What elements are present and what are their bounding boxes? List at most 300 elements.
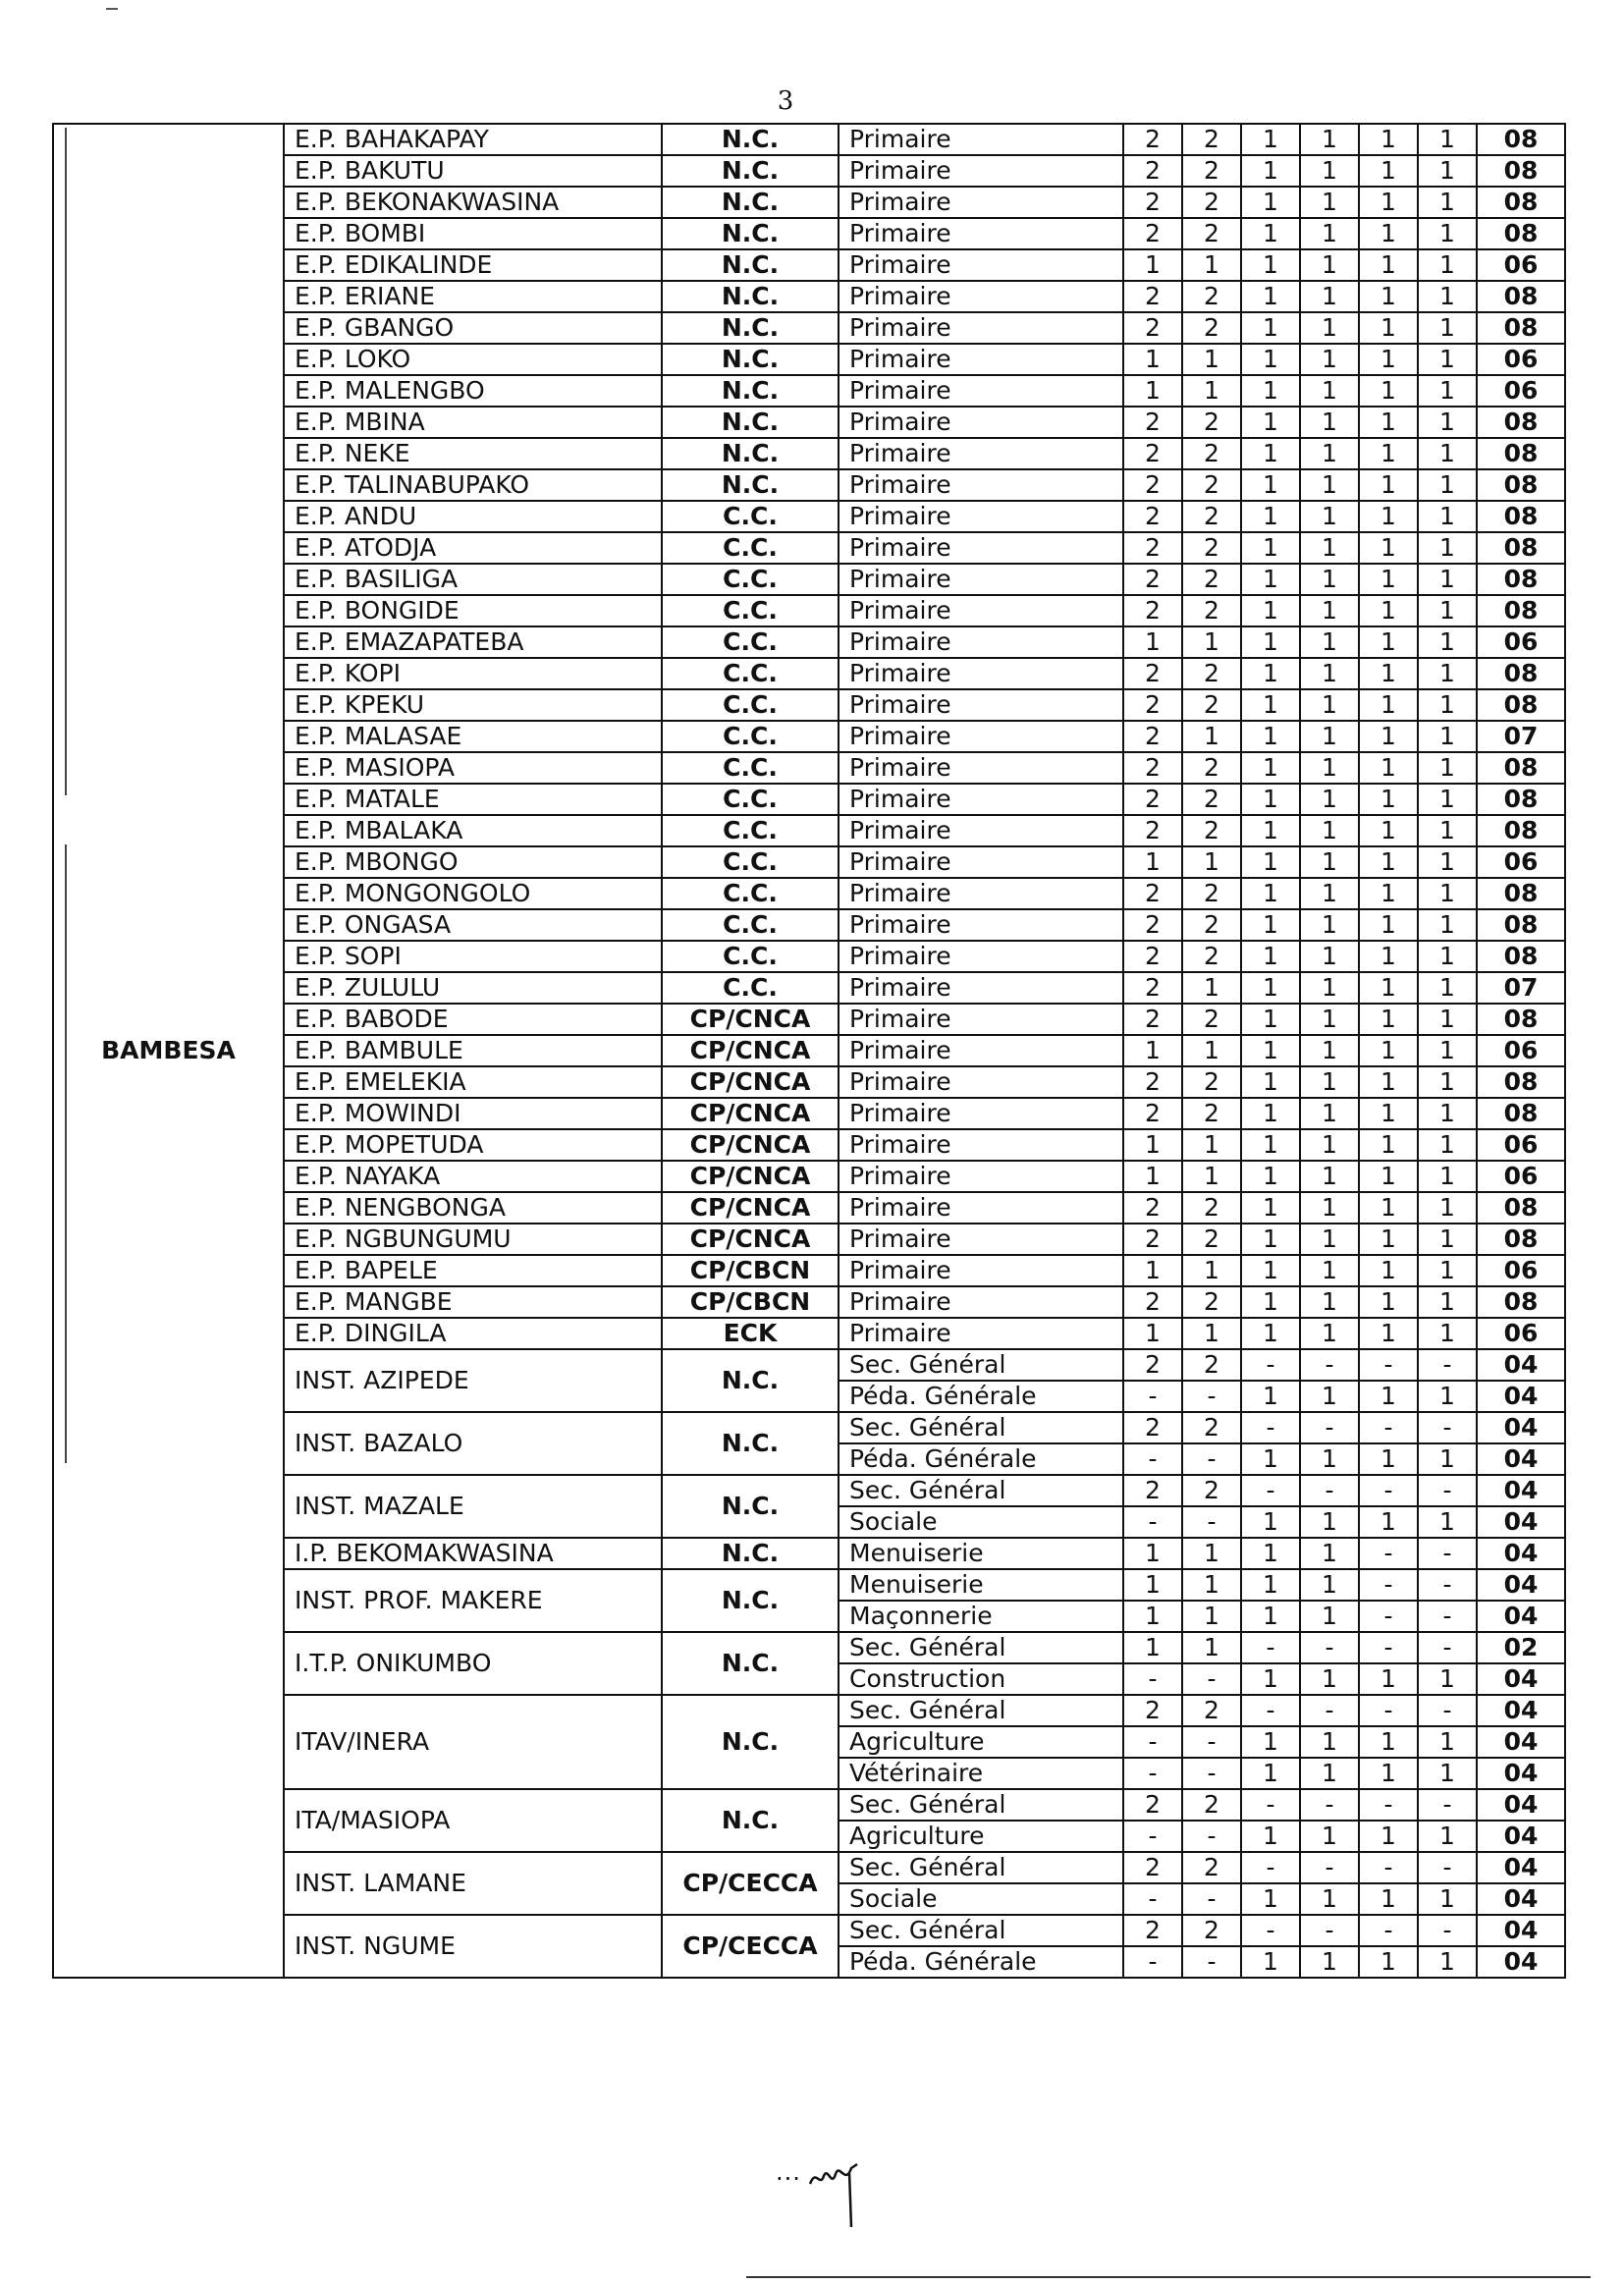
class-count: 1 — [1182, 1632, 1241, 1663]
class-count: 1 — [1241, 815, 1300, 846]
school-regime: C.C. — [662, 909, 839, 941]
school-section: Sociale — [839, 1883, 1123, 1915]
class-count: 1 — [1241, 1601, 1300, 1632]
school-section: Menuiserie — [839, 1538, 1123, 1569]
class-count: 1 — [1241, 564, 1300, 595]
school-name: E.P. BOMBI — [284, 218, 662, 249]
row-total: 06 — [1477, 846, 1565, 878]
class-count: 2 — [1182, 501, 1241, 532]
school-name: E.P. BEKONAKWASINA — [284, 187, 662, 218]
class-count: - — [1123, 1663, 1182, 1695]
district-name: BAMBESA — [53, 124, 284, 1978]
class-count: 1 — [1418, 1663, 1477, 1695]
class-count: 1 — [1418, 375, 1477, 407]
row-total: 04 — [1477, 1663, 1565, 1695]
class-count: 1 — [1241, 1443, 1300, 1475]
school-regime: C.C. — [662, 878, 839, 909]
school-name: E.P. ONGASA — [284, 909, 662, 941]
school-name: E.P. MONGONGOLO — [284, 878, 662, 909]
class-count: 2 — [1123, 438, 1182, 469]
class-count: 1 — [1300, 1066, 1359, 1098]
class-count: - — [1241, 1695, 1300, 1726]
class-count: 1 — [1241, 1758, 1300, 1789]
class-count: 1 — [1418, 1161, 1477, 1192]
school-regime: N.C. — [662, 155, 839, 187]
class-count: 1 — [1418, 846, 1477, 878]
class-count: - — [1182, 1946, 1241, 1978]
class-count: - — [1182, 1758, 1241, 1789]
class-count: 2 — [1123, 1192, 1182, 1224]
class-count: 1 — [1300, 501, 1359, 532]
class-count: 1 — [1418, 218, 1477, 249]
class-count: 2 — [1123, 595, 1182, 626]
school-name: E.P. ZULULU — [284, 972, 662, 1004]
class-count: 1 — [1359, 1443, 1418, 1475]
school-regime: C.C. — [662, 752, 839, 784]
school-regime: N.C. — [662, 312, 839, 344]
school-name: E.P. BAKUTU — [284, 155, 662, 187]
school-name: ITA/MASIOPA — [284, 1789, 662, 1852]
row-total: 06 — [1477, 1255, 1565, 1286]
class-count: - — [1241, 1852, 1300, 1883]
class-count: 2 — [1182, 815, 1241, 846]
class-count: 1 — [1300, 312, 1359, 344]
class-count: 1 — [1359, 312, 1418, 344]
class-count: 1 — [1182, 1569, 1241, 1601]
class-count: 1 — [1359, 1192, 1418, 1224]
class-count: 1 — [1182, 1035, 1241, 1066]
class-count: 1 — [1300, 752, 1359, 784]
school-section: Primaire — [839, 407, 1123, 438]
class-count: 1 — [1182, 344, 1241, 375]
row-total: 04 — [1477, 1443, 1565, 1475]
class-count: 2 — [1123, 972, 1182, 1004]
class-count: 1 — [1182, 846, 1241, 878]
row-total: 04 — [1477, 1381, 1565, 1412]
school-name: E.P. EMAZAPATEBA — [284, 626, 662, 658]
row-total: 04 — [1477, 1852, 1565, 1883]
class-count: 1 — [1418, 1506, 1477, 1538]
class-count: 1 — [1359, 1663, 1418, 1695]
school-regime: N.C. — [662, 1538, 839, 1569]
class-count: 1 — [1241, 1821, 1300, 1852]
class-count: 1 — [1241, 1129, 1300, 1161]
school-section: Primaire — [839, 1255, 1123, 1286]
class-count: 1 — [1300, 1726, 1359, 1758]
class-count: - — [1418, 1632, 1477, 1663]
class-count: 1 — [1300, 1224, 1359, 1255]
class-count: 1 — [1418, 407, 1477, 438]
school-name: E.P. BAPELE — [284, 1255, 662, 1286]
class-count: 1 — [1123, 1601, 1182, 1632]
school-name: E.P. LOKO — [284, 344, 662, 375]
bottom-rule — [746, 2276, 1591, 2278]
class-count: 1 — [1241, 1161, 1300, 1192]
class-count: 1 — [1418, 1098, 1477, 1129]
class-count: 1 — [1182, 1255, 1241, 1286]
class-count: 1 — [1241, 1381, 1300, 1412]
school-section: Primaire — [839, 941, 1123, 972]
school-section: Sec. Général — [839, 1349, 1123, 1381]
class-count: 1 — [1300, 909, 1359, 941]
school-section: Sec. Général — [839, 1475, 1123, 1506]
class-count: 1 — [1123, 846, 1182, 878]
class-count: 1 — [1418, 1129, 1477, 1161]
school-section: Primaire — [839, 846, 1123, 878]
row-total: 08 — [1477, 312, 1565, 344]
class-count: 2 — [1123, 312, 1182, 344]
class-count: 1 — [1418, 972, 1477, 1004]
class-count: - — [1300, 1852, 1359, 1883]
school-regime: CP/CECCA — [662, 1915, 839, 1978]
class-count: - — [1123, 1726, 1182, 1758]
class-count: 1 — [1300, 469, 1359, 501]
school-regime: CP/CNCA — [662, 1161, 839, 1192]
school-regime: CP/CBCN — [662, 1286, 839, 1318]
school-section: Sec. Général — [839, 1412, 1123, 1443]
class-count: 1 — [1418, 1443, 1477, 1475]
class-count: 2 — [1123, 1789, 1182, 1821]
class-count: 2 — [1123, 1852, 1182, 1883]
class-count: 1 — [1300, 281, 1359, 312]
row-total: 08 — [1477, 564, 1565, 595]
class-count: - — [1359, 1789, 1418, 1821]
class-count: 1 — [1300, 532, 1359, 564]
row-total: 08 — [1477, 1098, 1565, 1129]
class-count: 1 — [1241, 124, 1300, 155]
signature-icon — [806, 2158, 865, 2237]
class-count: 1 — [1359, 1381, 1418, 1412]
class-count: 1 — [1418, 344, 1477, 375]
class-count: 1 — [1418, 595, 1477, 626]
class-count: 2 — [1123, 689, 1182, 721]
class-count: 2 — [1123, 1475, 1182, 1506]
school-regime: N.C. — [662, 1412, 839, 1475]
class-count: 1 — [1182, 1601, 1241, 1632]
class-count: 1 — [1300, 1129, 1359, 1161]
school-name: E.P. BONGIDE — [284, 595, 662, 626]
class-count: - — [1418, 1852, 1477, 1883]
row-total: 04 — [1477, 1915, 1565, 1946]
class-count: - — [1300, 1632, 1359, 1663]
class-count: - — [1418, 1349, 1477, 1381]
school-section: Maçonnerie — [839, 1601, 1123, 1632]
class-count: 2 — [1182, 878, 1241, 909]
class-count: - — [1182, 1821, 1241, 1852]
class-count: 1 — [1359, 1318, 1418, 1349]
school-name: E.P. KPEKU — [284, 689, 662, 721]
class-count: 1 — [1359, 1758, 1418, 1789]
class-count: 1 — [1241, 187, 1300, 218]
school-section: Primaire — [839, 124, 1123, 155]
school-section: Primaire — [839, 281, 1123, 312]
row-total: 04 — [1477, 1883, 1565, 1915]
school-section: Primaire — [839, 1004, 1123, 1035]
row-total: 08 — [1477, 909, 1565, 941]
class-count: 2 — [1182, 1412, 1241, 1443]
class-count: 1 — [1123, 1538, 1182, 1569]
row-total: 04 — [1477, 1946, 1565, 1978]
school-regime: CP/CECCA — [662, 1852, 839, 1915]
class-count: 1 — [1418, 1224, 1477, 1255]
school-name: E.P. ATODJA — [284, 532, 662, 564]
row-total: 08 — [1477, 878, 1565, 909]
class-count: 1 — [1418, 532, 1477, 564]
class-count: 1 — [1300, 155, 1359, 187]
school-section: Primaire — [839, 1224, 1123, 1255]
class-count: 1 — [1300, 218, 1359, 249]
school-regime: N.C. — [662, 438, 839, 469]
row-total: 06 — [1477, 375, 1565, 407]
school-section: Primaire — [839, 626, 1123, 658]
class-count: 2 — [1123, 815, 1182, 846]
class-count: 2 — [1123, 941, 1182, 972]
school-section: Agriculture — [839, 1726, 1123, 1758]
class-count: 1 — [1359, 846, 1418, 878]
class-count: 1 — [1300, 626, 1359, 658]
row-total: 06 — [1477, 1129, 1565, 1161]
class-count: - — [1300, 1349, 1359, 1381]
row-total: 04 — [1477, 1506, 1565, 1538]
class-count: 1 — [1300, 564, 1359, 595]
school-regime: CP/CBCN — [662, 1255, 839, 1286]
class-count: - — [1359, 1538, 1418, 1569]
class-count: 2 — [1182, 752, 1241, 784]
school-name: E.P. SOPI — [284, 941, 662, 972]
class-count: 2 — [1123, 532, 1182, 564]
table-body — [53, 124, 1565, 1978]
row-total: 02 — [1477, 1632, 1565, 1663]
class-count: 1 — [1359, 752, 1418, 784]
class-count: 1 — [1359, 941, 1418, 972]
class-count: 1 — [1300, 721, 1359, 752]
class-count: 1 — [1182, 1318, 1241, 1349]
class-count: 1 — [1359, 1255, 1418, 1286]
class-count: - — [1241, 1475, 1300, 1506]
school-section: Primaire — [839, 1161, 1123, 1192]
class-count: 2 — [1182, 1098, 1241, 1129]
school-section: Primaire — [839, 1318, 1123, 1349]
class-count: - — [1182, 1381, 1241, 1412]
row-total: 04 — [1477, 1475, 1565, 1506]
class-count: - — [1359, 1695, 1418, 1726]
school-name: E.P. NAYAKA — [284, 1161, 662, 1192]
class-count: 2 — [1123, 1915, 1182, 1946]
class-count: 1 — [1241, 1946, 1300, 1978]
class-count: 1 — [1359, 1066, 1418, 1098]
class-count: 2 — [1182, 1224, 1241, 1255]
class-count: 2 — [1123, 281, 1182, 312]
school-regime: N.C. — [662, 469, 839, 501]
class-count: 1 — [1241, 501, 1300, 532]
class-count: 1 — [1359, 626, 1418, 658]
class-count: 2 — [1123, 501, 1182, 532]
school-name: E.P. MALENGBO — [284, 375, 662, 407]
class-count: 1 — [1418, 1004, 1477, 1035]
class-count: 1 — [1241, 658, 1300, 689]
class-count: 1 — [1418, 1035, 1477, 1066]
row-total: 08 — [1477, 1004, 1565, 1035]
class-count: 1 — [1241, 1506, 1300, 1538]
school-name: E.P. MBINA — [284, 407, 662, 438]
class-count: 1 — [1418, 155, 1477, 187]
class-count: - — [1359, 1349, 1418, 1381]
school-name: E.P. MOWINDI — [284, 1098, 662, 1129]
class-count: 1 — [1418, 1883, 1477, 1915]
class-count: 1 — [1359, 909, 1418, 941]
school-section: Primaire — [839, 784, 1123, 815]
class-count: - — [1418, 1538, 1477, 1569]
school-section: Primaire — [839, 1098, 1123, 1129]
class-count: 1 — [1418, 1946, 1477, 1978]
class-count: 2 — [1182, 1695, 1241, 1726]
school-name: E.P. NGBUNGUMU — [284, 1224, 662, 1255]
school-regime: CP/CNCA — [662, 1035, 839, 1066]
school-regime: N.C. — [662, 124, 839, 155]
class-count: 1 — [1359, 155, 1418, 187]
class-count: 1 — [1359, 1004, 1418, 1035]
class-count: 1 — [1300, 1381, 1359, 1412]
class-count: 1 — [1300, 1161, 1359, 1192]
row-total: 08 — [1477, 438, 1565, 469]
class-count: 2 — [1182, 1789, 1241, 1821]
class-count: 1 — [1418, 1286, 1477, 1318]
school-name: INST. LAMANE — [284, 1852, 662, 1915]
class-count: 1 — [1359, 972, 1418, 1004]
row-total: 08 — [1477, 187, 1565, 218]
class-count: 2 — [1182, 658, 1241, 689]
class-count: 1 — [1123, 1569, 1182, 1601]
school-name: INST. BAZALO — [284, 1412, 662, 1475]
class-count: 1 — [1182, 1129, 1241, 1161]
school-regime: C.C. — [662, 846, 839, 878]
school-section: Sec. Général — [839, 1695, 1123, 1726]
class-count: 1 — [1241, 1035, 1300, 1066]
class-count: 1 — [1359, 1821, 1418, 1852]
class-count: 1 — [1241, 1255, 1300, 1286]
school-section: Sec. Général — [839, 1852, 1123, 1883]
school-name: E.P. BAMBULE — [284, 1035, 662, 1066]
class-count: 1 — [1359, 124, 1418, 155]
class-count: 2 — [1123, 1224, 1182, 1255]
school-name: ITAV/INERA — [284, 1695, 662, 1789]
class-count: 1 — [1418, 658, 1477, 689]
class-count: 1 — [1123, 249, 1182, 281]
class-count: 1 — [1241, 407, 1300, 438]
class-count: 1 — [1300, 375, 1359, 407]
class-count: 1 — [1418, 752, 1477, 784]
class-count: - — [1241, 1412, 1300, 1443]
row-total: 08 — [1477, 155, 1565, 187]
class-count: 1 — [1418, 1821, 1477, 1852]
class-count: 1 — [1418, 501, 1477, 532]
row-total: 06 — [1477, 344, 1565, 375]
class-count: 1 — [1300, 1946, 1359, 1978]
school-section: Primaire — [839, 878, 1123, 909]
class-count: 2 — [1182, 438, 1241, 469]
school-regime: N.C. — [662, 187, 839, 218]
class-count: - — [1241, 1632, 1300, 1663]
school-regime: ECK — [662, 1318, 839, 1349]
row-total: 08 — [1477, 815, 1565, 846]
school-section: Primaire — [839, 689, 1123, 721]
school-section: Primaire — [839, 375, 1123, 407]
school-regime: N.C. — [662, 1695, 839, 1789]
class-count: 1 — [1241, 626, 1300, 658]
row-total: 04 — [1477, 1538, 1565, 1569]
school-regime: CP/CNCA — [662, 1098, 839, 1129]
school-table-container — [52, 123, 1564, 1979]
class-count: 2 — [1123, 909, 1182, 941]
class-count: 1 — [1300, 438, 1359, 469]
class-count: 1 — [1241, 1286, 1300, 1318]
class-count: 1 — [1300, 658, 1359, 689]
row-total: 08 — [1477, 595, 1565, 626]
class-count: 2 — [1182, 187, 1241, 218]
row-total: 08 — [1477, 407, 1565, 438]
class-count: 2 — [1123, 1412, 1182, 1443]
class-count: 2 — [1123, 1098, 1182, 1129]
school-section: Primaire — [839, 218, 1123, 249]
class-count: 1 — [1300, 407, 1359, 438]
class-count: 1 — [1300, 1035, 1359, 1066]
class-count: 1 — [1359, 249, 1418, 281]
class-count: 1 — [1182, 249, 1241, 281]
class-count: 1 — [1418, 438, 1477, 469]
class-count: 1 — [1359, 407, 1418, 438]
signature-dots: ... — [776, 2158, 801, 2186]
school-section: Primaire — [839, 1129, 1123, 1161]
row-total: 08 — [1477, 1224, 1565, 1255]
class-count: - — [1123, 1821, 1182, 1852]
class-count: 1 — [1241, 752, 1300, 784]
scan-mark — [106, 8, 118, 10]
class-count: - — [1418, 1789, 1477, 1821]
school-section: Primaire — [839, 438, 1123, 469]
school-regime: C.C. — [662, 941, 839, 972]
school-regime: C.C. — [662, 721, 839, 752]
class-count: 1 — [1241, 1004, 1300, 1035]
class-count: 1 — [1182, 626, 1241, 658]
class-count: 2 — [1182, 1192, 1241, 1224]
school-name: E.P. EMELEKIA — [284, 1066, 662, 1098]
class-count: 1 — [1123, 1255, 1182, 1286]
school-regime: C.C. — [662, 815, 839, 846]
class-count: 1 — [1241, 155, 1300, 187]
class-count: 1 — [1359, 815, 1418, 846]
class-count: 1 — [1300, 1883, 1359, 1915]
class-count: 1 — [1241, 1066, 1300, 1098]
class-count: - — [1418, 1475, 1477, 1506]
school-section: Primaire — [839, 187, 1123, 218]
class-count: - — [1182, 1506, 1241, 1538]
school-name: E.P. MATALE — [284, 784, 662, 815]
class-count: 1 — [1300, 1601, 1359, 1632]
class-count: 1 — [1123, 1161, 1182, 1192]
class-count: 1 — [1300, 1098, 1359, 1129]
class-count: 1 — [1241, 595, 1300, 626]
school-name: INST. MAZALE — [284, 1475, 662, 1538]
class-count: 1 — [1241, 721, 1300, 752]
school-section: Péda. Générale — [839, 1381, 1123, 1412]
class-count: 1 — [1300, 249, 1359, 281]
class-count: - — [1359, 1569, 1418, 1601]
row-total: 06 — [1477, 1161, 1565, 1192]
class-count: 1 — [1241, 878, 1300, 909]
school-section: Agriculture — [839, 1821, 1123, 1852]
class-count: - — [1182, 1726, 1241, 1758]
class-count: 1 — [1418, 312, 1477, 344]
